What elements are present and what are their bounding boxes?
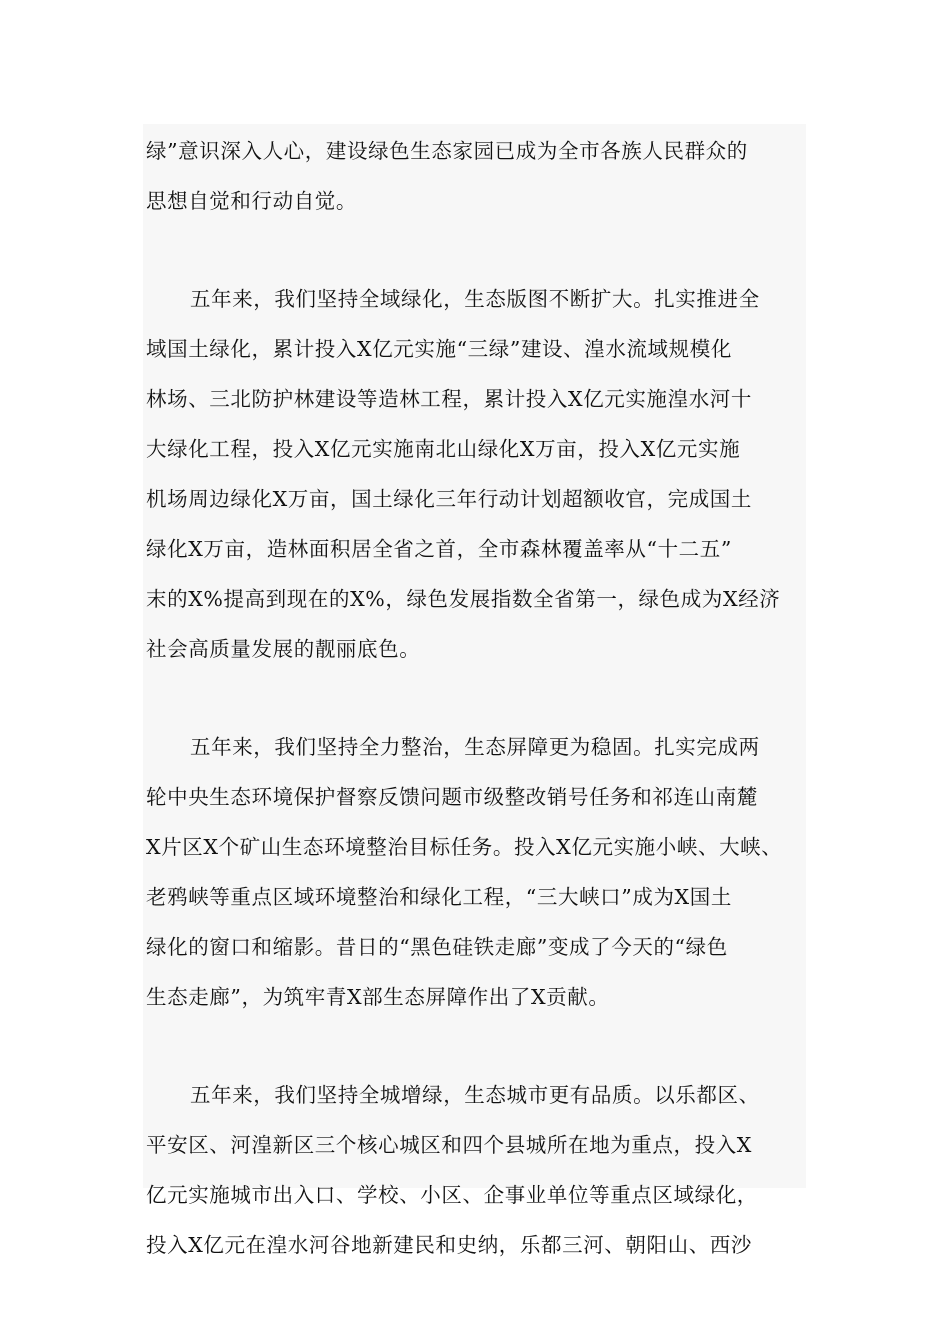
text-line: 末的X%提高到现在的X%，绿色发展指数全省第一，绿色成为X经济: [146, 587, 781, 611]
document-body: [146, 124, 826, 1270]
text-line: 社会高质量发展的靓丽底色。: [146, 637, 421, 661]
text-line: 大绿化工程，投入X亿元实施南北山绿化X万亩，投入X亿元实施: [146, 437, 741, 461]
text-line: 机场周边绿化X万亩，国土绿化三年行动计划超额收官，完成国土: [146, 487, 752, 511]
text-line: 绿化X万亩，造林面积居全省之首，全市森林覆盖率从“十二五”: [146, 537, 732, 561]
text-line: X片区X个矿山生态环境整治目标任务。投入X亿元实施小峡、大峡、: [146, 835, 783, 859]
text-line: 绿”意识深入人心，建设绿色生态家园已成为全市各族人民群众的: [146, 139, 748, 163]
text-line: 绿化的窗口和缩影。昔日的“黑色硅铁走廊”变成了今天的“绿色: [146, 935, 728, 959]
text-line: 林场、三北防护林建设等造林工程，累计投入X亿元实施湟水河十: [146, 387, 752, 411]
text-line: 域国土绿化，累计投入X亿元实施“三绿”建设、湟水流域规模化: [146, 337, 732, 361]
text-line: 五年来，我们坚持全力整治，生态屏障更为稳固。扎实完成两: [190, 735, 760, 759]
text-line: 平安区、河湟新区三个核心城区和四个县城所在地为重点，投入X: [146, 1133, 752, 1157]
text-line: 五年来，我们坚持全域绿化，生态版图不断扩大。扎实推进全: [190, 287, 760, 311]
text-line: 轮中央生态环境保护督察反馈问题市级整改销号任务和祁连山南麓: [146, 785, 758, 809]
text-line: 五年来，我们坚持全城增绿，生态城市更有品质。以乐都区、: [190, 1083, 760, 1107]
text-line: 亿元实施城市出入口、学校、小区、企事业单位等重点区域绿化，: [146, 1183, 758, 1207]
text-line: 老鸦峡等重点区域环境整治和绿化工程，“三大峡口”成为X国土: [146, 885, 732, 909]
text-line: 投入X亿元在湟水河谷地新建民和史纳，乐都三河、朝阳山、西沙: [146, 1233, 752, 1257]
text-line: 思想自觉和行动自觉。: [146, 189, 357, 213]
text-line: 生态走廊”，为筑牢青X部生态屏障作出了X贡献。: [146, 985, 610, 1009]
